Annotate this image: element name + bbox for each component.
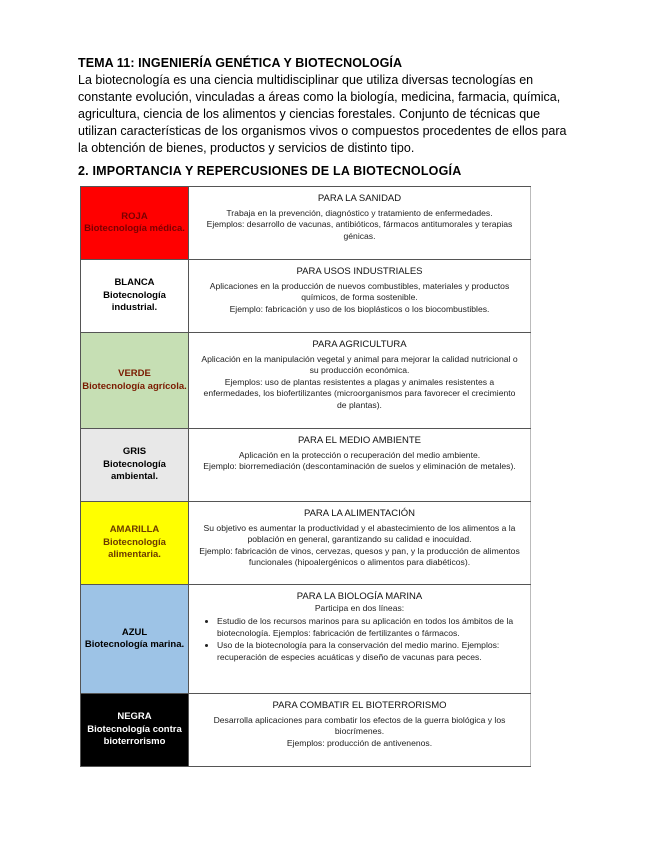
description-cell: [189, 260, 531, 332]
category-cell-negra: [81, 694, 189, 766]
description-cell: [189, 429, 531, 501]
intro-paragraph: La biotecnología es una ciencia multidisciplinar que utiliza diversas tecnologías en constante evolución, vinculadas a áreas como la biología, medicina, farmacia, química, agricultura, ciencia de los alimentos y ciencias forestales. Conjunto de técnicas que utilizan características de los organismos vivos o compuestos procedentes de ellos para la obtención de bienes, productos y servicios de distinto tipo.: [78, 73, 567, 155]
description-text: Aplicaciones en la producción de nuevos combustibles, materiales y productos químicos, de forma sostenible. Ejemplo: fabricación y uso de los bioplásticos o los biocombustibles.: [209, 280, 510, 314]
description-heading: PARA COMBATIR EL BIOTERRORISMO: [272, 700, 447, 711]
table-row-roja: [81, 187, 531, 260]
category-color-label: BLANCA: [114, 277, 155, 289]
description-text: Su objetivo es aumentar la productividad y el abastecimiento de los alimentos a la población en general, garantizando su calidad e inocuidad. Ejemplo: fabricación de vinos, cervezas, quesos y pan, y la producción de alimentos funcionales (hipoalergénicos o alimentos para diabéticos).: [199, 522, 520, 567]
category-name: Biotecnología contra bioterrorismo: [87, 723, 182, 748]
table-row-amarilla: [81, 502, 531, 585]
category-cell-azul: [81, 585, 189, 693]
description-text: Aplicación en la manipulación vegetal y animal para mejorar la calidad nutricional o su producción económica. Ejemplos: uso de plantas resistentes a plagas y animales resistentes a enfermedades, los biofertilizantes (microorganismos para favorecer el crecimiento de plantas).: [201, 353, 518, 410]
description-cell: [189, 585, 531, 693]
category-name: Biotecnología agrícola.: [82, 380, 187, 392]
description-cell: [189, 333, 531, 428]
category-cell-amarilla: [81, 502, 189, 584]
description-heading: PARA LA BIOLOGÍA MARINA: [296, 591, 423, 602]
list-item: • Uso de la biotecnología para la conservación del medio marino. Ejemplos: recuperación de especies acuáticas y diseño de vacunas para peces.: [217, 640, 520, 663]
description-cell: [189, 694, 531, 766]
description-heading: PARA USOS INDUSTRIALES: [296, 266, 423, 277]
list-item: • Estudio de los recursos marinos para su aplicación en todos los ámbitos de la biotecnología. Ejemplos: fabricación de fertilizantes o fármacos.: [217, 616, 520, 639]
table-row-negra: [81, 694, 531, 767]
category-cell-blanca: [81, 260, 189, 332]
category-cell-verde: [81, 333, 189, 428]
category-name: Biotecnología marina.: [84, 639, 185, 650]
section-heading: 2. IMPORTANCIA Y REPERCUSIONES DE LA BIOTECNOLOGÍA: [78, 164, 462, 178]
category-name: Biotecnología médica.: [84, 223, 185, 234]
category-name: Biotecnología industrial.: [103, 289, 166, 314]
table-row-azul: [81, 585, 531, 694]
category-color-label: ROJA: [121, 210, 148, 222]
description-text: Trabaja en la prevención, diagnóstico y tratamiento de enfermedades. Ejemplos: desarrollo de vacunas, antibióticos, fármacos antitumorales y terapias génicas.: [206, 207, 513, 241]
category-cell-roja: [81, 187, 189, 259]
description-heading: PARA LA ALIMENTACIÓN: [303, 508, 416, 519]
description-text: Desarrolla aplicaciones para combatir los efectos de la guerra biológica y los biocrímenes. Ejemplos: producción de antivenenos.: [213, 714, 506, 748]
category-color-label: AZUL: [121, 626, 148, 638]
description-heading: PARA EL MEDIO AMBIENTE: [297, 435, 421, 446]
description-cell: [189, 187, 531, 259]
description-text: Aplicación en la protección o recuperación del medio ambiente. Ejemplo: biorremediación (descontaminación de suelos y eliminación de metales).: [203, 449, 516, 471]
category-color-label: NEGRA: [117, 711, 152, 723]
category-name: Biotecnología alimentaria.: [103, 536, 166, 561]
description-heading: PARA AGRICULTURA: [312, 339, 407, 350]
description-cell: [189, 502, 531, 584]
category-color-label: GRIS: [122, 446, 147, 458]
table-row-gris: [81, 429, 531, 502]
table-row-blanca: [81, 260, 531, 333]
category-color-label: AMARILLA: [109, 524, 160, 536]
table-row-verde: [81, 333, 531, 429]
biotech-colors-table: [80, 186, 531, 767]
description-text: Participa en dos líneas:: [314, 602, 405, 613]
document-title: TEMA 11: INGENIERÍA GENÉTICA Y BIOTECNOLOGÍA: [78, 56, 403, 70]
category-name: Biotecnología ambiental.: [103, 458, 166, 483]
category-color-label: VERDE: [118, 368, 151, 379]
description-heading: PARA LA SANIDAD: [317, 193, 402, 204]
category-cell-gris: [81, 429, 189, 501]
description-bullet-list: [199, 616, 520, 663]
